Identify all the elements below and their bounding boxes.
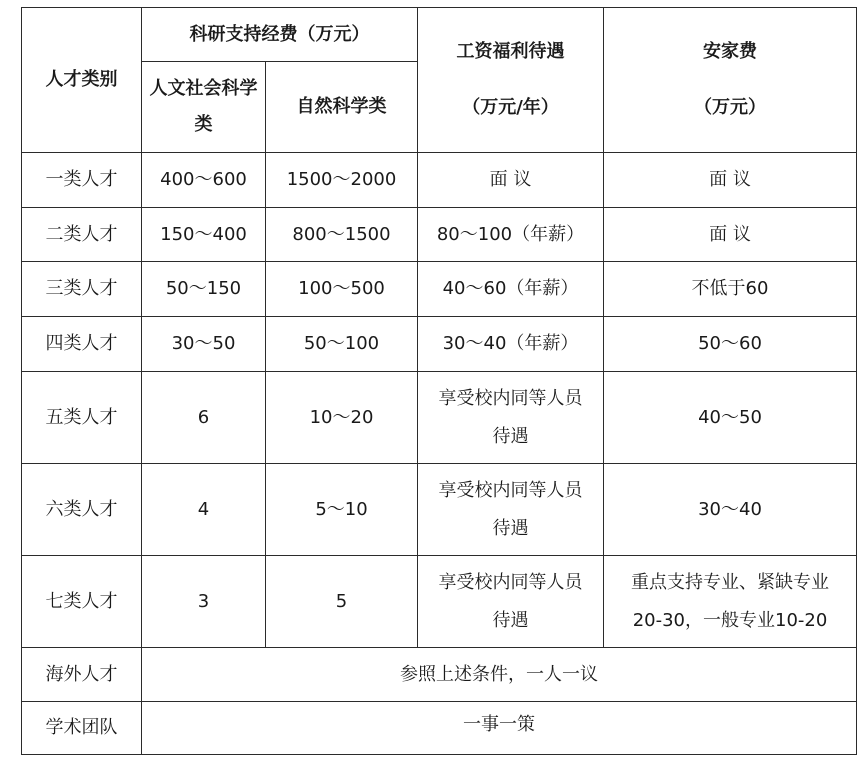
table-row [22,208,857,262]
category-cell: 六类人才 [22,464,142,556]
overseas-policy-cell: 参照上述条件，一人一议 [142,648,857,702]
table-row [22,153,857,208]
header-natural-sciences [266,62,418,153]
header-row-1 [22,8,857,62]
humanities-cell: 30～50 [142,317,266,372]
salary-cell: 30～40（年薪） [418,317,604,372]
settlement-cell [604,556,857,648]
salary-line2: 待遇 [492,425,529,447]
salary-line2: 待遇 [492,517,529,539]
header-salary-line2: （万元/年） [462,97,559,118]
salary-line1: 享受校内同等人员 [438,387,583,409]
settlement-cell: 50～60 [604,317,857,372]
header-humanities [142,62,266,153]
category-cell: 七类人才 [22,556,142,648]
talent-policy-table [21,7,857,755]
header-research-funding-label: 科研支持经费（万元） [189,23,370,45]
salary-cell: 40～60（年薪） [418,262,604,317]
table-row [22,464,857,556]
category-cell: 学术团队 [22,702,142,755]
humanities-cell: 4 [142,464,266,556]
natural-cell: 800～1500 [266,208,418,262]
settlement-cell: 40～50 [604,372,857,464]
humanities-cell: 6 [142,372,266,464]
natural-cell: 5～10 [266,464,418,556]
salary-cell [418,372,604,464]
category-cell: 三类人才 [22,262,142,317]
natural-cell: 100～500 [266,262,418,317]
salary-line1: 享受校内同等人员 [438,571,583,593]
settlement-line2: 20-30，一般专业10-20 [632,609,828,631]
table-row-overseas [22,648,857,702]
humanities-cell: 50～150 [142,262,266,317]
header-salary [418,8,604,153]
header-natural-sciences-label: 自然科学类 [296,96,387,117]
settlement-cell: 面 议 [604,153,857,208]
category-cell: 四类人才 [22,317,142,372]
natural-cell: 1500～2000 [266,153,418,208]
salary-cell [418,464,604,556]
natural-cell: 10～20 [266,372,418,464]
header-settlement-line1: 安家费 [703,41,757,62]
salary-line1: 享受校内同等人员 [438,479,583,501]
humanities-cell: 400～600 [142,153,266,208]
settlement-cell: 30～40 [604,464,857,556]
natural-cell: 50～100 [266,317,418,372]
header-settlement-line2: （万元） [694,97,766,118]
salary-cell: 面 议 [418,153,604,208]
humanities-cell: 3 [142,556,266,648]
category-cell: 五类人才 [22,372,142,464]
category-cell: 海外人才 [22,648,142,702]
header-category-label: 人才类别 [45,69,118,90]
natural-cell: 5 [266,556,418,648]
table-row [22,262,857,317]
salary-cell: 80～100（年薪） [418,208,604,262]
salary-line2: 待遇 [492,609,529,631]
category-cell: 一类人才 [22,153,142,208]
table-row [22,372,857,464]
table-row [22,556,857,648]
table-row-academic-team [22,702,857,755]
academic-team-policy-cell: 一事一策 [142,702,857,755]
header-humanities-label: 人文社会科学类 [149,78,258,135]
table-row [22,317,857,372]
header-research-funding [142,8,418,62]
settlement-cell: 不低于60 [604,262,857,317]
salary-cell [418,556,604,648]
settlement-cell: 面 议 [604,208,857,262]
settlement-line1: 重点支持专业、紧缺专业 [631,571,829,593]
header-category [22,8,142,153]
header-settlement [604,8,857,153]
humanities-cell: 150～400 [142,208,266,262]
header-salary-line1: 工资福利待遇 [456,41,565,62]
category-cell: 二类人才 [22,208,142,262]
